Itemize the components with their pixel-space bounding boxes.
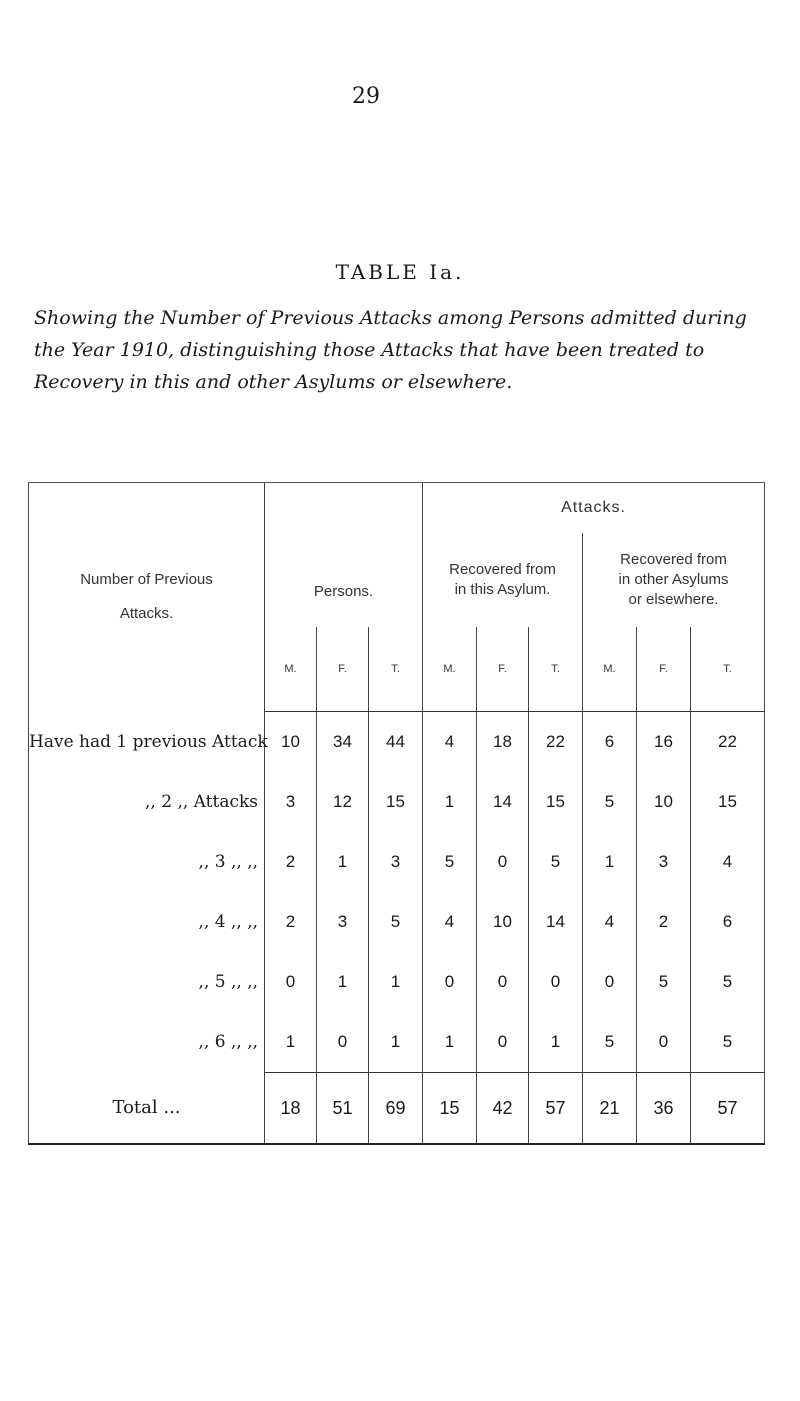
table-row: [29, 1012, 765, 1073]
row-label-header-line2: Attacks.: [119, 605, 174, 623]
cell: 0: [637, 1012, 691, 1073]
cell: 3: [637, 832, 691, 892]
sub-header-persons-t: T.: [369, 627, 423, 712]
cell: 1: [369, 952, 423, 1012]
recovered-other-asylums-header: [583, 533, 765, 627]
cell: 4: [423, 712, 477, 773]
recovered-here-line1: Recovered from: [449, 561, 556, 578]
cell: 4: [691, 832, 765, 892]
cell: 6: [691, 892, 765, 952]
cell: 10: [265, 712, 317, 773]
recovered-other-line2: in other Asylums: [618, 571, 729, 588]
table-row: [29, 892, 765, 952]
cell: 18: [477, 712, 529, 773]
total-cell: 69: [369, 1073, 423, 1145]
cell: 1: [423, 772, 477, 832]
cell: 3: [317, 892, 369, 952]
cell: 6: [583, 712, 637, 773]
cell: 14: [477, 772, 529, 832]
total-cell: 42: [477, 1073, 529, 1145]
cell: 0: [583, 952, 637, 1012]
cell: 5: [691, 952, 765, 1012]
cell: 3: [265, 772, 317, 832]
row-label: ,, 4 ,, ,,: [29, 892, 265, 952]
cell: 1: [265, 1012, 317, 1073]
cell: 14: [529, 892, 583, 952]
cell: 22: [529, 712, 583, 773]
total-cell: 15: [423, 1073, 477, 1145]
recovered-this-asylum-header: [423, 533, 583, 627]
cell: 2: [265, 892, 317, 952]
cell: 5: [529, 832, 583, 892]
table-row: [29, 952, 765, 1012]
sub-header-here-m: M.: [423, 627, 477, 712]
cell: 44: [369, 712, 423, 773]
cell: 0: [477, 832, 529, 892]
row-label: ,, 6 ,, ,,: [29, 1012, 265, 1073]
table-row: [29, 772, 765, 832]
row-label: ,, 5 ,, ,,: [29, 952, 265, 1012]
total-cell: 51: [317, 1073, 369, 1145]
cell: 0: [423, 952, 477, 1012]
sub-header-here-t: T.: [529, 627, 583, 712]
cell: 16: [637, 712, 691, 773]
total-cell: 36: [637, 1073, 691, 1145]
cell: 10: [637, 772, 691, 832]
row-label-header-line1: Number of Previous: [80, 571, 213, 589]
cell: 34: [317, 712, 369, 773]
sub-header-other-t: T.: [691, 627, 765, 712]
recovered-other-line3: or elsewhere.: [628, 591, 719, 608]
previous-attacks-table: [28, 482, 765, 1145]
row-label: ,, 3 ,, ,,: [29, 832, 265, 892]
table-row: [29, 832, 765, 892]
sub-header-other-f: F.: [637, 627, 691, 712]
table-caption: Showing the Number of Previous Attacks among Persons admitted during the Year 1910, distinguishing those Attacks that have been treated to Recovery in this and other Asylums or elsewhere.: [34, 307, 747, 393]
recovered-here-line2: in this Asylum.: [454, 581, 551, 598]
table-title: TABLE Ia.: [335, 260, 465, 284]
row-label: Have had 1 previous Attack: [29, 712, 265, 773]
cell: 0: [529, 952, 583, 1012]
total-label: Total ...: [29, 1073, 265, 1145]
total-cell: 18: [265, 1073, 317, 1145]
cell: 12: [317, 772, 369, 832]
cell: 4: [583, 892, 637, 952]
cell: 1: [529, 1012, 583, 1073]
sub-header-other-m: M.: [583, 627, 637, 712]
total-cell: 57: [691, 1073, 765, 1145]
attacks-header: Attacks.: [423, 483, 765, 534]
sub-header-here-f: F.: [477, 627, 529, 712]
page-number: 29: [352, 84, 380, 109]
cell: 3: [369, 832, 423, 892]
cell: 0: [265, 952, 317, 1012]
row-label: ,, 2 ,, Attacks: [29, 772, 265, 832]
cell: 0: [477, 952, 529, 1012]
cell: 5: [583, 772, 637, 832]
cell: 2: [265, 832, 317, 892]
cell: 1: [583, 832, 637, 892]
cell: 4: [423, 892, 477, 952]
cell: 5: [423, 832, 477, 892]
total-row: [29, 1073, 765, 1145]
cell: 22: [691, 712, 765, 773]
cell: 15: [529, 772, 583, 832]
sub-header-persons-m: M.: [265, 627, 317, 712]
row-label-header: [29, 483, 265, 712]
table-row: [29, 712, 765, 773]
cell: 1: [317, 832, 369, 892]
persons-header: Persons.: [265, 483, 423, 628]
cell: 1: [423, 1012, 477, 1073]
cell: 15: [369, 772, 423, 832]
total-cell: 57: [529, 1073, 583, 1145]
cell: 2: [637, 892, 691, 952]
cell: 10: [477, 892, 529, 952]
cell: 5: [691, 1012, 765, 1073]
sub-header-persons-f: F.: [317, 627, 369, 712]
cell: 5: [637, 952, 691, 1012]
cell: 0: [317, 1012, 369, 1073]
cell: 0: [477, 1012, 529, 1073]
cell: 15: [691, 772, 765, 832]
total-cell: 21: [583, 1073, 637, 1145]
cell: 5: [369, 892, 423, 952]
cell: 5: [583, 1012, 637, 1073]
cell: 1: [317, 952, 369, 1012]
recovered-other-line1: Recovered from: [620, 551, 727, 568]
cell: 1: [369, 1012, 423, 1073]
